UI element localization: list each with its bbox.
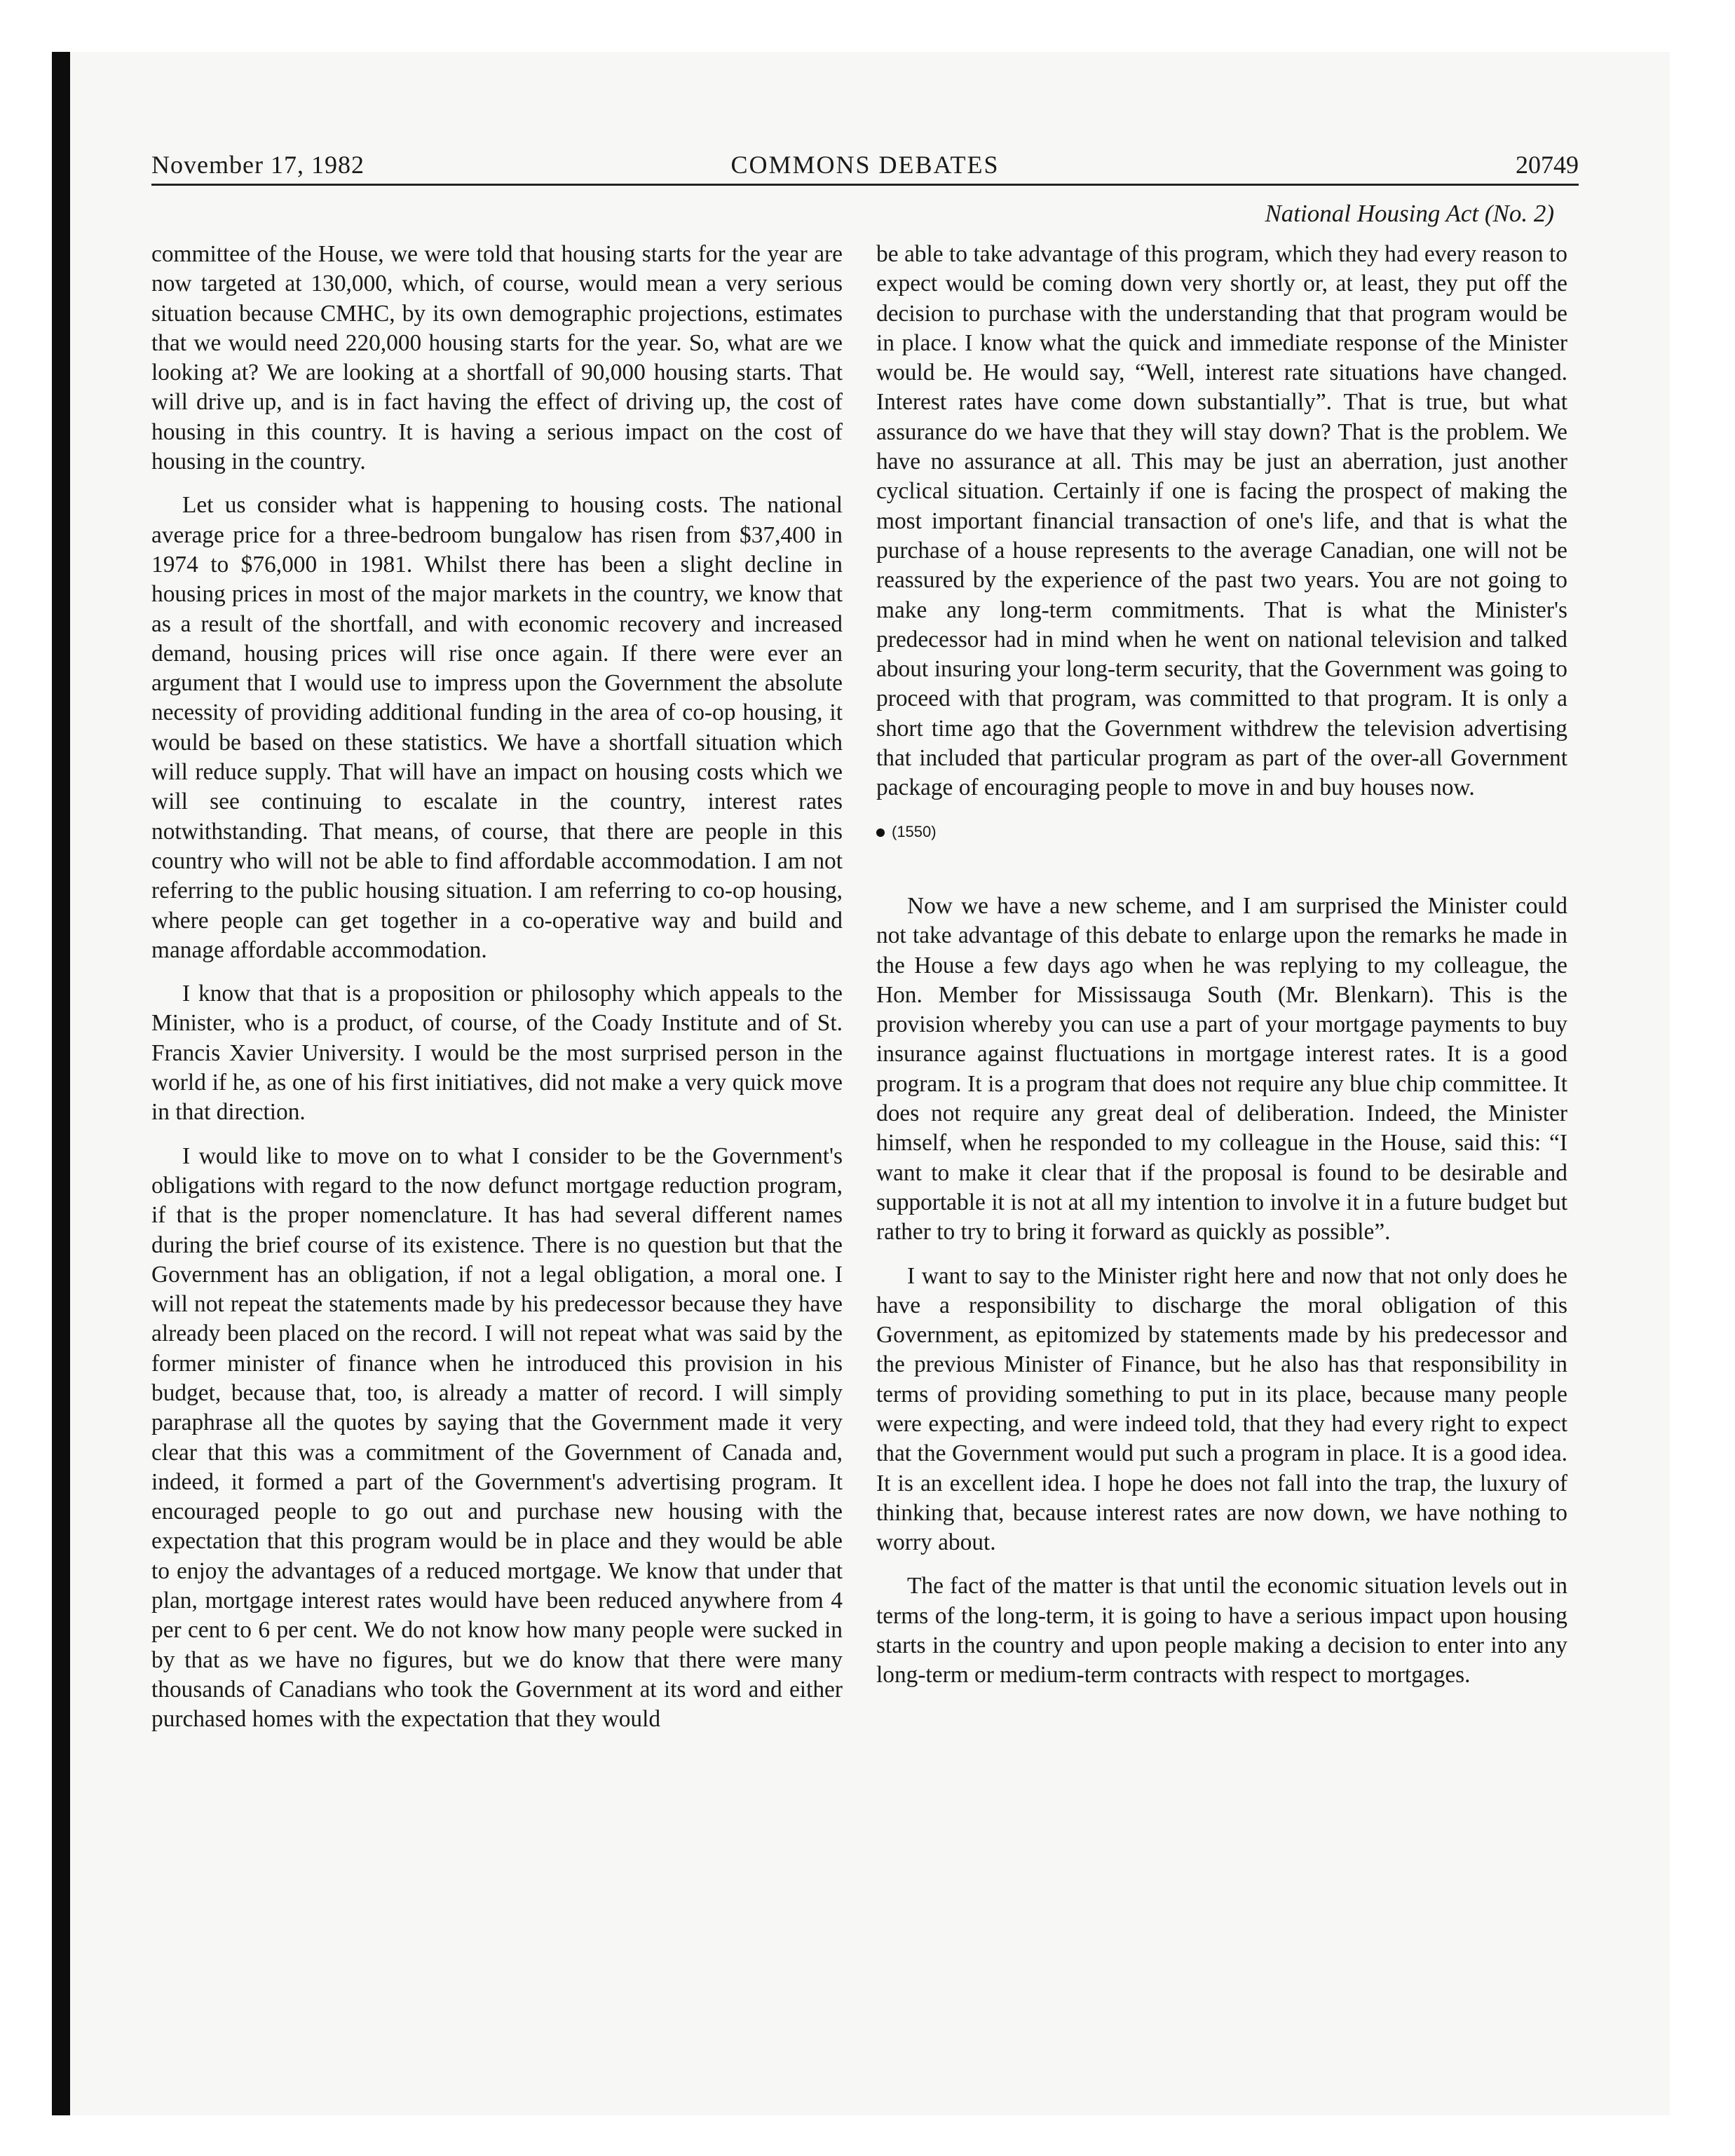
- paragraph: Let us consider what is happening to housing costs. The national average price for a three-bedroom bungalow has risen from $37,400 in 1974 to $76,000 in 1981. Whilst there has been a slight decline in housing prices in most of the major markets in the country, we know that as a result of the shortfall, and with economic recovery and increased demand, housing prices will rise once again. If there were ever an argument that I would use to impress upon the Government the absolute necessity of providing additional funding in the area of co-op housing, it would be based on these statistics. We have a shortfall situation which will reduce supply. That will have an impact on housing costs which we will see continuing to escalate in the country, interest rates notwithstanding. That means, of course, that there are people in this country who will not be able to find affordable accommodation. I am not referring to the public housing situation. I am referring to co-op housing, where people can get together in a co-operative way and build and manage affordable accommodation.: [151, 492, 843, 963]
- left-column: [151, 240, 843, 1749]
- timestamp-text: (1550): [892, 822, 937, 840]
- paragraph: I want to say to the Minister right here and now that not only does he have a responsibility to discharge the moral obligation of this Government, as epitomized by statements made by his predecessor and the previous Minister of Finance, but he also has that responsibility in terms of providing something to put in its place, because many people were expecting, and were indeed told, that they had every right to expect that the Government would put such a program in place. It is a good idea. It is an excellent idea. I hope he does not fall into the trap, the luxury of thinking that, because interest rates are now down, we have nothing to worry about.: [876, 1262, 1567, 1556]
- paragraph: be able to take advantage of this program, which they had every reason to expect would be coming down very shortly or, at least, they put off the decision to purchase with the understanding that that program would be in place. I know what the quick and immediate response of the Minister would be. He would say, “Well, interest rate situations have changed. Interest rates have come down substantially”. That is true, but what assurance do we have that they will stay down? That is the problem. We have no assurance at all. This may be just an aberration, just another cyclical situation. Certainly if one is facing the prospect of making the most important financial transaction of one's life, and that is what the purchase of a house represents to the average Canadian, one will not be reassured by the experience of the past two years. You are not going to make any long-term commitments. That is what the Minister's predecessor had in mind when he went on national television and talked about insuring your long-term security, that the Government was going to proceed with that program, was committed to that program. It is only a short time ago that the Government withdrew the television advertising that included that particular program as part of the over-all Government package of encouraging people to move in and buy houses now.: [876, 241, 1567, 801]
- timestamp-marker: [876, 817, 1567, 847]
- paragraph: I know that that is a proposition or philosophy which appeals to the Minister, who is a product, of course, of the Coady Institute and of St. Francis Xavier University. I would be the most surprised person in the world if he, as one of his first initiatives, did not make a very quick move in that direction.: [151, 981, 843, 1126]
- page-header: [151, 147, 1579, 186]
- page-number: 20749: [1516, 151, 1579, 179]
- header-title: COMMONS DEBATES: [730, 151, 1000, 179]
- paragraph: committee of the House, we were told that housing starts for the year are now targeted at 130,000, which, of course, would mean a very serious situation because CMHC, by its own demographic projections, estimates that we would need 220,000 housing starts for the year. So, what are we looking at? We are looking at a shortfall of 90,000 housing starts. That will drive up, and is in fact having the effect of driving up, the cost of housing in this country. It is having a serious impact on the cost of housing in the country.: [151, 241, 843, 475]
- section-heading: National Housing Act (No. 2): [1265, 200, 1554, 227]
- header-date: November 17, 1982: [151, 151, 365, 179]
- paragraph: I would like to move on to what I consider to be the Government's obligations with regard to the now defunct mortgage reduction program, if that is the proper nomenclature. It has had several different names during the brief course of its existence. There is no question but that the Government has an obligation, if not a legal obligation, a moral one. I will not repeat the statements made by his predecessor because they have already been placed on the record. I will not repeat what was said by the former minister of finance when he introduced this provision in his budget, because that, too, is already a matter of record. I will simply paraphrase all the quotes by saying that the Government made it very clear that this was a commitment of the Government of Canada and, indeed, it formed a part of the Government's advertising program. It encouraged people to go out and purchase new housing with the expectation that this program would be in place and they would be able to enjoy the advantages of a reduced mortgage. We know that under that plan, mortgage interest rates would have been reduced anywhere from 4 per cent to 6 per cent. We do not know how many people were sucked in by that as we have no figures, but we do know that there were many thousands of Canadians who took the Government at its word and either purchased homes with the expectation that they would: [151, 1142, 843, 1733]
- bullet-icon: [876, 828, 885, 837]
- paragraph: Now we have a new scheme, and I am surprised the Minister could not take advantage of this debate to enlarge upon the remarks he made in the House a few days ago when he was replying to my colleague, the Hon. Member for Mississauga South (Mr. Blenkarn). This is the provision whereby you can use a part of your mortgage payments to buy insurance against fluctuations in mortgage interest rates. It is a good program. It is a program that does not require any blue chip committee. It does not require any great deal of deliberation. Indeed, the Minister himself, when he responded to my colleague in the House, said this: “I want to make it clear that if the proposal is found to be desirable and supportable it is not at all my intention to involve it in a future budget but rather to try to bring it forward as quickly as possible”.: [876, 892, 1567, 1246]
- scan-edge: [52, 52, 70, 2115]
- right-column: [876, 240, 1567, 1705]
- paragraph: The fact of the matter is that until the economic situation levels out in terms of the long-term, it is going to have a serious impact upon housing starts in the country and upon people making a decision to enter into any long-term or medium-term contracts with respect to mortgages.: [876, 1573, 1567, 1688]
